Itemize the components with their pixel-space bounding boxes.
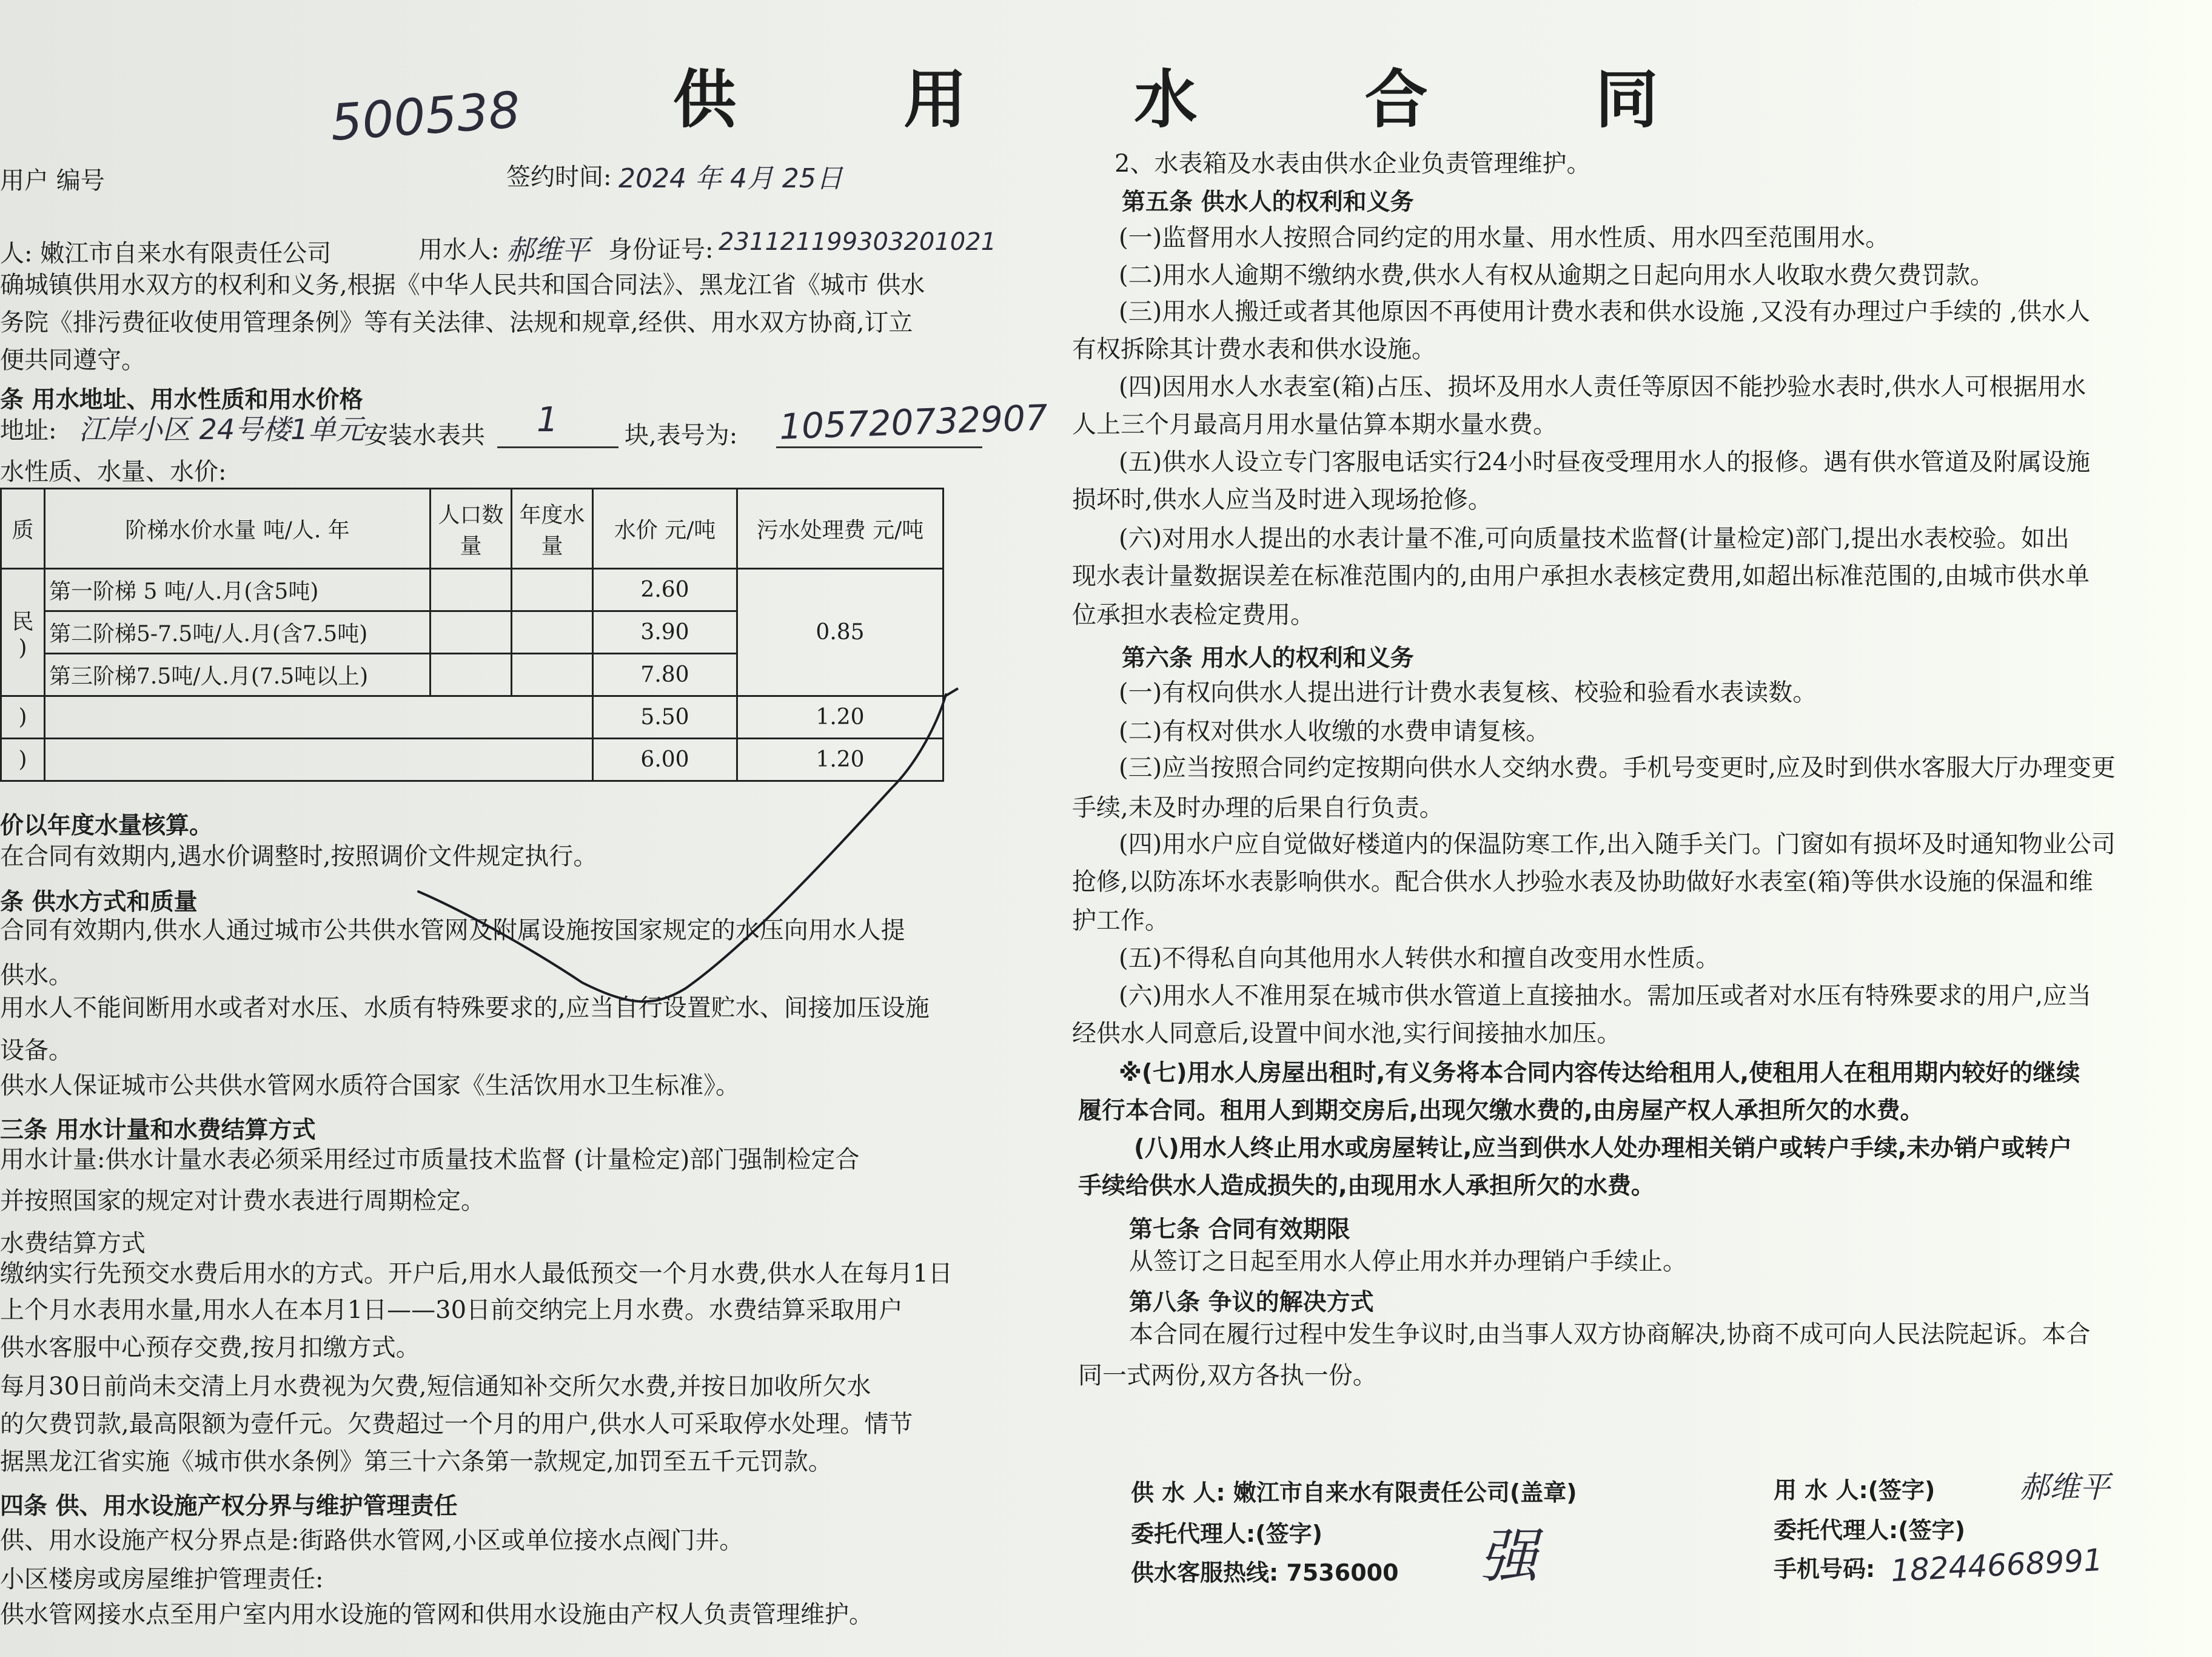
article8-title: 第八条 争议的解决方式 xyxy=(1129,1289,1374,1316)
water-nature-line: 水性质、水量、水价: xyxy=(0,458,227,486)
article5-line: (四)因用水人水表室(箱)占压、损坏及用水人责任等原因不能抄验水表时,供水人可根据用水 xyxy=(1119,373,2086,401)
article7-title: 第七条 合同有效期限 xyxy=(1129,1216,1350,1243)
table-cell-price: 3.90 xyxy=(593,611,737,654)
user-agent-label: 委托代理人:(签字) xyxy=(1774,1517,1965,1544)
table-cell-price: 6.00 xyxy=(593,739,737,781)
table-cell xyxy=(431,654,512,696)
address-handwritten: 江岸小区 24号楼1单元 xyxy=(79,413,364,446)
article5-line: 有权拆除其计费水表和供水设施。 xyxy=(1072,335,1436,363)
price-adjust-note: 在合同有效期内,遇水价调整时,按照调价文件规定执行。 xyxy=(0,842,598,870)
article3-line: 供水客服中心预存交费,按月扣缴方式。 xyxy=(0,1334,420,1362)
user-label: 用水人: xyxy=(418,236,500,264)
article6-line: (六)用水人不准用泵在城市供水管道上直接抽水。需加压或者对水压有特殊要求的用户,应当 xyxy=(1119,982,2091,1010)
meter-number-underline xyxy=(776,446,982,448)
article3-line: 每月30日前尚未交清上月水费视为欠费,短信通知补交所欠水费,并按日加收所欠水 xyxy=(0,1373,871,1400)
contract-number-handwritten: 500538 xyxy=(329,81,522,152)
table-category-cell: 民 ) xyxy=(1,569,45,696)
article6-line: (五)不得私自向其他用水人转供水和擅自改变用水性质。 xyxy=(1119,944,1720,972)
article6-line: 经供水人同意后,设置中间水池,实行间接抽水加压。 xyxy=(1072,1020,1621,1047)
table-cell-sewage: 0.85 xyxy=(737,569,943,696)
article6-line: (一)有权向供水人提出进行计费水表复核、校验和验看水表读数。 xyxy=(1119,679,1817,707)
address-label: 地址: xyxy=(0,417,57,445)
supplier-agent-label: 委托代理人:(签字) xyxy=(1131,1521,1322,1547)
article6-bold-line: ※(七)用水人房屋出租时,有义务将本合同内容传达给租用人,使租用人在租用期内较好的继续 xyxy=(1119,1060,2080,1087)
table-header: 质 xyxy=(1,489,45,569)
table-category-cell: ) xyxy=(1,739,45,781)
table-cell xyxy=(431,611,512,654)
user-signature-handwritten: 郝维平 xyxy=(2019,1470,2110,1505)
article8-line: 本合同在履行过程中发生争议时,由当事人双方协商解决,协商不成可向人民法院起诉。本合 xyxy=(1129,1320,2091,1348)
article2-line: 供水。 xyxy=(0,961,73,989)
article6-line: (二)有权对供水人收缴的水费申请复核。 xyxy=(1119,718,1550,745)
table-header: 水价 元/吨 xyxy=(593,489,737,569)
id-number-label: 身份证号: xyxy=(608,236,714,264)
table-category-cell: ) xyxy=(1,696,45,739)
account-number-label: 用户 编号 xyxy=(0,167,105,195)
article6-line: 护工作。 xyxy=(1072,907,1169,935)
article5-line: (六)对用水人提出的水表计量不准,可向质量技术监督(计量检定)部门,提出水表校验。如出 xyxy=(1119,525,2070,553)
article4-title: 四条 供、用水设施产权分界与维护管理责任 xyxy=(0,1493,458,1520)
table-cell xyxy=(512,654,593,696)
table-header: 阶梯水价水量 吨/人. 年 xyxy=(45,489,431,569)
table-cell-price: 5.50 xyxy=(593,696,737,739)
article5-line: 位承担水表检定费用。 xyxy=(1072,601,1315,629)
agent-signature-handwritten: 强 xyxy=(1480,1522,1538,1590)
table-cell-sewage: 1.20 xyxy=(737,696,943,739)
article5-line: (五)供水人设立专门客服电话实行24小时昼夜受理用水人的报修。遇有供水管道及附属设施 xyxy=(1119,448,2091,476)
article4-line: 小区楼房或房屋维护管理责任: xyxy=(0,1565,324,1593)
article8-line: 同一式两份,双方各执一份。 xyxy=(1078,1362,1377,1390)
article1-title: 条 用水地址、用水性质和用水价格 xyxy=(0,386,363,414)
article3-line: 水费结算方式 xyxy=(0,1229,146,1257)
article5-line: (二)用水人逾期不缴纳水费,供水人有权从逾期之日起向用水人收取水费欠费罚款。 xyxy=(1119,261,1994,289)
meter-number-handwritten: 105720732907 xyxy=(778,397,1048,448)
article4-line: 供、用水设施产权分界点是:街路供水管网,小区或单位接水点阀门井。 xyxy=(0,1527,744,1554)
article3-line: 上个月水表用水量,用水人在本月1日——30日前交纳完上月水费。水费结算采取用户 xyxy=(0,1296,903,1324)
table-cell-tier: 第三阶梯7.5吨/人.月(7.5吨以上) xyxy=(45,654,431,696)
article3-line: 据黑龙江省实施《城市供水条例》第三十六条第一款规定,加罚至五千元罚款。 xyxy=(0,1448,833,1476)
preamble-line: 确城镇供用水双方的权利和义务,根据《中华人民共和国合同法》、黑龙江省《城市 供水 xyxy=(0,271,925,299)
table-cell-sewage: 1.20 xyxy=(737,739,943,781)
service-hotline: 供水客服热线: 7536000 xyxy=(1131,1559,1399,1586)
id-number-handwritten: 231121199303201021 xyxy=(719,228,997,256)
table-cell xyxy=(45,739,593,781)
table-cell xyxy=(45,696,593,739)
table-cell xyxy=(512,569,593,611)
article6-bold-line: (八)用水人终止用水或房屋转让,应当到供水人处办理相关销户或转户手续,未办销户或转户 xyxy=(1134,1135,2073,1162)
preamble-line: 务院《排污费征收使用管理条例》等有关法律、法规和规章,经供、用水双方协商,订立 xyxy=(0,309,913,337)
table-header: 污水处理费 元/吨 xyxy=(737,489,943,569)
article6-line: (四)用水户应自觉做好楼道内的保温防寒工作,出入随手关门。门窗如有损坏及时通知物业公司 xyxy=(1119,830,2116,858)
article6-line: 抢修,以防冻坏水表影响供水。配合供水人抄验水表及协助做好水表室(箱)等供水设施的保温和维 xyxy=(1072,868,2093,896)
article2-line: 合同有效期内,供水人通过城市公共供水管网及附属设施按国家规定的水压向用水人提 xyxy=(0,916,905,944)
article2-line: 设备。 xyxy=(0,1037,73,1064)
article5-line: 人上三个月最高月用水量估算本期水量水费。 xyxy=(1072,411,1557,439)
article6-line: 手续,未及时办理的后果自行负责。 xyxy=(1072,794,1444,822)
phone-label: 手机号码: xyxy=(1774,1556,1875,1582)
article3-title: 三条 用水计量和水费结算方式 xyxy=(0,1117,316,1144)
article5-line: 现水表计量数据误差在标准范围内的,由用户承担水表核定费用,如超出标准范围的,由城市供水单 xyxy=(1072,562,2090,590)
meter-count-handwritten: 1 xyxy=(537,400,558,440)
article6-bold-line: 履行本合同。租用人到期交房后,出现欠缴水费的,由房屋产权人承担所欠的水费。 xyxy=(1078,1097,1924,1124)
article6-title: 第六条 用水人的权利和义务 xyxy=(1122,645,1414,672)
sign-time-label: 签约时间: xyxy=(506,163,612,191)
table-cell-tier: 第一阶梯 5 吨/人.月(含5吨) xyxy=(45,569,431,611)
supplier-signature-label: 供 水 人: 嫩江市自来水有限责任公司(盖章) xyxy=(1131,1479,1577,1506)
table-cell xyxy=(512,611,593,654)
meter-number-label: 块,表号为: xyxy=(625,422,738,449)
table-header: 年度水量 xyxy=(512,489,593,569)
table-cell xyxy=(431,569,512,611)
table-cell-tier: 第二阶梯5-7.5吨/人.月(含7.5吨) xyxy=(45,611,431,654)
article5-line: (三)用水人搬迁或者其他原因不再使用计费水表和供水设施 ,又没有办理过户手续的 ,供水人 xyxy=(1119,298,2091,326)
table-cell-price: 7.80 xyxy=(593,654,737,696)
article5-line: (一)监督用水人按照合同约定的用水量、用水性质、用水四至范围用水。 xyxy=(1119,224,1890,252)
article3-line: 缴纳实行先预交水费后用水的方式。开户后,用水人最低预交一个月水费,供水人在每月1日 xyxy=(0,1260,953,1288)
sign-date-handwritten: 2024 年 4月 25日 xyxy=(618,163,843,194)
article2-line: 供水人保证城市公共供水管网水质符合国家《生活饮用水卫生标准》。 xyxy=(0,1072,740,1100)
right-intro-line: 2、水表箱及水表由供水企业负责管理维护。 xyxy=(1114,150,1591,178)
article2-line: 用水人不能间断用水或者对水压、水质有特殊要求的,应当自行设置贮水、间接加压设施 xyxy=(0,994,930,1022)
user-signature-label: 用 水 人:(签字) xyxy=(1774,1477,1936,1504)
article4-line: 供水管网接水点至用户室内用水设施的管网和供用水设施由产权人负责管理维护。 xyxy=(0,1601,873,1628)
meter-count-underline xyxy=(497,446,618,448)
meter-count-label: 安装水表共 xyxy=(364,422,485,449)
table-header: 人口数量 xyxy=(431,489,512,569)
preamble-line: 便共同遵守。 xyxy=(0,346,146,374)
article6-line: (三)应当按照合同约定按期向供水人交纳水费。手机号变更时,应及时到供水客服大厅办理变更 xyxy=(1119,754,2116,782)
supplier-line: 人: 嫩江市自来水有限责任公司 xyxy=(0,240,332,267)
user-name-handwritten: 郝维平 xyxy=(506,234,590,266)
article5-line: 损坏时,供水人应当及时进入现场抢修。 xyxy=(1072,486,1492,514)
article5-title: 第五条 供水人的权利和义务 xyxy=(1122,189,1414,216)
article3-line: 用水计量:供水计量水表必须采用经过市质量技术监督 (计量检定)部门强制检定合 xyxy=(0,1146,860,1174)
article3-line: 并按照国家的规定对计费水表进行周期检定。 xyxy=(0,1187,485,1215)
article6-bold-line: 手续给供水人造成损失的,由现用水人承担所欠的水费。 xyxy=(1078,1172,1655,1200)
page-title: 供 用 水 合 同 xyxy=(673,62,1731,136)
article3-line: 的欠费罚款,最高限额为壹仟元。欠费超过一个月的用户,供水人可采取停水处理。情节 xyxy=(0,1410,913,1438)
article7-line: 从签订之日起至用水人停止用水并办理销户手续止。 xyxy=(1129,1248,1687,1276)
article2-title: 条 供水方式和质量 xyxy=(0,889,198,916)
water-rates-table xyxy=(0,488,944,782)
annual-note: 价以年度水量核算。 xyxy=(0,812,213,839)
table-cell-price: 2.60 xyxy=(593,569,737,611)
phone-handwritten: 18244668991 xyxy=(1889,1542,2104,1589)
